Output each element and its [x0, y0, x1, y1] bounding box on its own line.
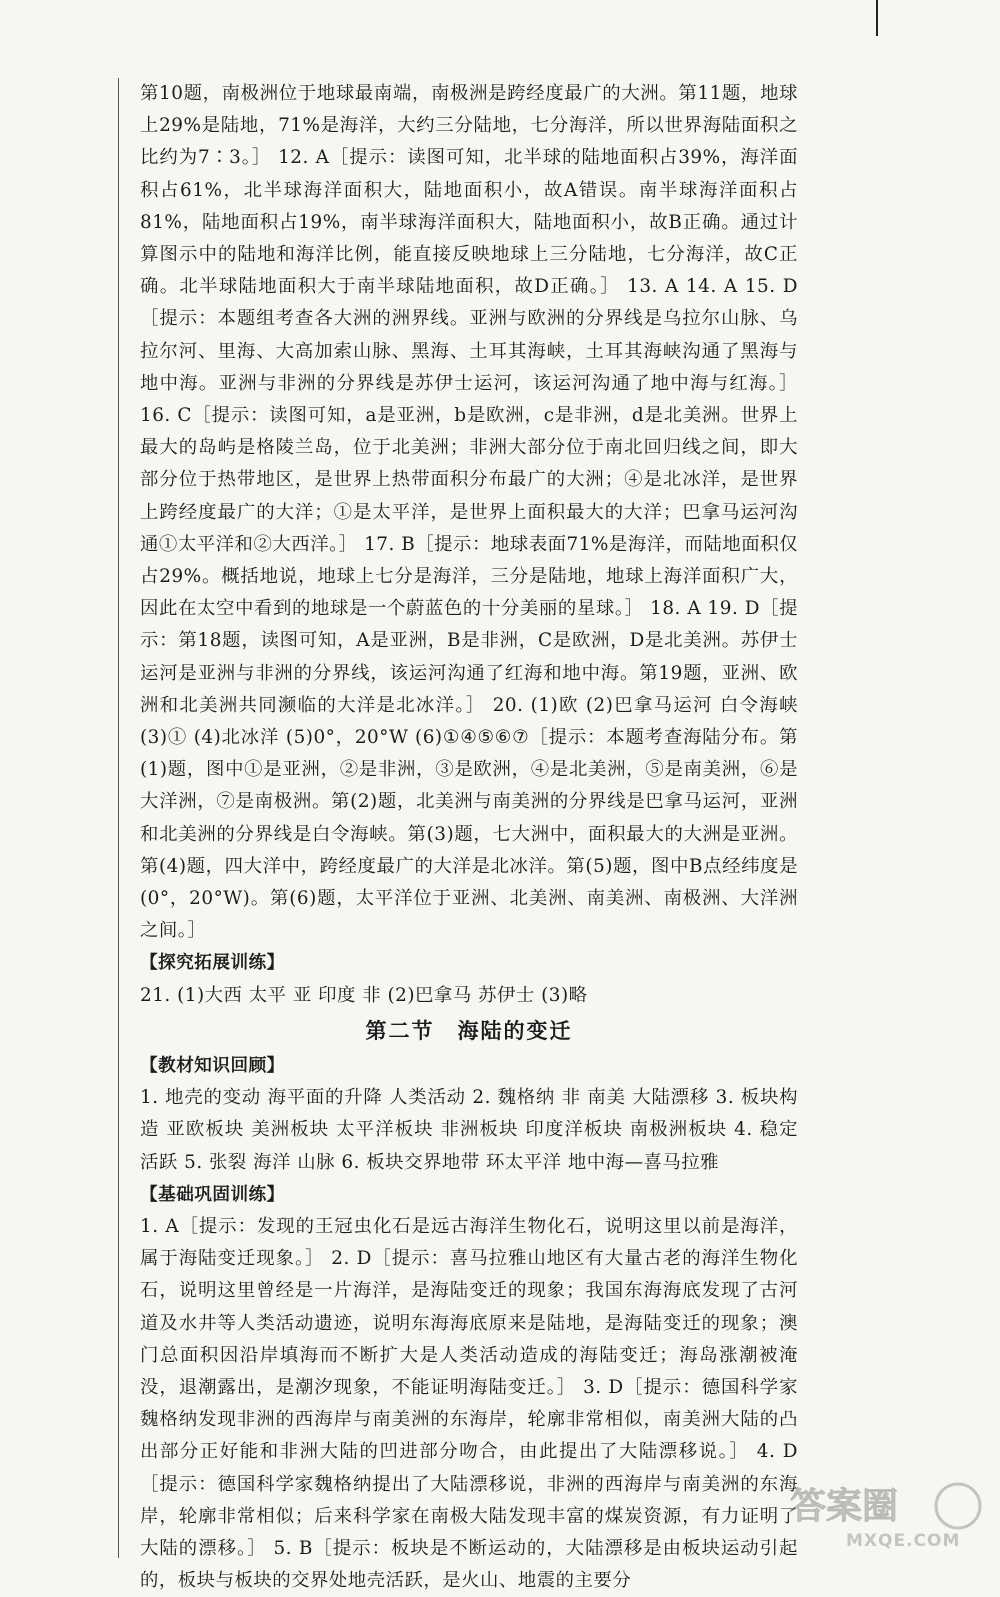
watermark-circle-icon — [936, 1484, 980, 1528]
corner-rule — [876, 0, 878, 36]
heading-textbook-review: 【教材知识回顾】 — [140, 1055, 285, 1076]
watermark-logo — [786, 1472, 986, 1552]
margin-rule — [118, 78, 119, 1558]
watermark-logo-text: 答案圈 — [790, 1486, 899, 1527]
heading-basic-training: 【基础巩固训练】 — [140, 1184, 285, 1205]
heading-explore-training: 【探究拓展训练】 — [140, 953, 285, 974]
answers-paragraph-basic: 1. A［提示：发现的王冠虫化石是远古海洋生物化石，说明这里以前是海洋，属于海陆变迁现象。］ 2. D［提示：喜马拉雅山地区有大量古老的海洋生物化石，说明这里曾经是一片海洋，是海陆变迁的现象；我国东海海底发现了古河道及水井等人类活动遗迹，说明东海海底原来是陆地，是海陆变迁的现象；澳门总面积因沿岸填海而不断扩大是人类活动造成的海陆变迁；海岛涨潮被淹没，退潮露出，是潮汐现象，不能证明海陆变迁。］ 3. D［提示：德国科学家魏格纳发现非洲的西海岸与南美洲的东海岸，轮廓非常相似，南美洲大陆的凸出部分正好能和非洲大陆的凹进部分吻合，由此提出了大陆漂移说。］ 4. D［提示：德国科学家魏格纳提出了大陆漂移说，非洲的西海岸与南美洲的东海岸，轮廓非常相似；后来科学家在南极大陆发现丰富的煤炭资源，有力证明了大陆的漂移。］ 5. B［提示：板块是不断运动的，大陆漂移是由板块运动引起的，板块与板块的交界处地壳活跃，是火山、地震的主要分 — [140, 1215, 798, 1592]
answers-paragraph-10-20: 第10题，南极洲位于地球最南端，南极洲是跨经度最广的大洲。第11题，地球上29%是陆地，71%是海洋，大约三分陆地，七分海洋，所以世界海陆面积之比约为7∶3。］ 12. A［提示：读图可知，北半球的陆地面积占39%，海洋面积占61%，北半球海洋面积大，陆地面积小，故A错误。南半球海洋面积占81%，陆地面积占19%，南半球海洋面积大，陆地面积小，故B正确。通过计算图示中的陆地和海洋比例，能直接反映地球上三分陆地，七分海洋，故C正确。北半球陆地面积大于南半球陆地面积，故D正确。］ 13. A 14. A 15. D［提示：本题组考查各大洲的洲界线。亚洲与欧洲的分界线是乌拉尔山脉、乌拉尔河、里海、大高加索山脉、黑海、土耳其海峡，土耳其海峡沟通了黑海与地中海。亚洲与非洲的分界线是苏伊士运河，该运河沟通了地中海与红海。］ 16. C［提示：读图可知，a是亚洲，b是欧洲，c是非洲，d是北美洲。世界上最大的岛屿是格陵兰岛，位于北美洲；非洲大部分位于南北回归线之间，即大部分位于热带地区，是世界上热带面积分布最广的大洲；④是北冰洋，是世界上跨经度最广的大洋；①是太平洋，是世界上面积最大的大洋；巴拿马运河沟通①太平洋和②大西洋。］ 17. B［提示：地球表面71%是海洋，而陆地面积仅占29%。概括地说，地球上七分是海洋，三分是陆地，地球上海洋面积广大，因此在太空中看到的地球是一个蔚蓝色的十分美丽的星球。］ 18. A 19. D［提示：第18题，读图可知，A是亚洲，B是非洲，C是欧洲，D是北美洲。苏伊士运河是亚洲与非洲的分界线，该运河沟通了红海和地中海。第19题，亚洲、欧洲和北美洲共同濒临的大洋是北冰洋。］ 20. (1)欧 (2)巴拿马运河 白令海峡 (3)① (4)北冰洋 (5)0°，20°W (6)①④⑤⑥⑦［提示：本题考查海陆分布。第(1)题，图中①是亚洲，②是非洲，③是欧洲，④是北美洲，⑤是南美洲，⑥是大洋洲，⑦是南极洲。第(2)题，北美洲与南美洲的分界线是巴拿马运河，亚洲和北美洲的分界线是白令海峡。第(3)题，七大洲中，面积最大的大洲是亚洲。第(4)题，四大洋中，跨经度最广的大洋是北冰洋。第(5)题，图中B点经纬度是(0°，20°W)。第(6)题，太平洋位于亚洲、北美洲、南美洲、南极洲、大洋洲之间。］ — [140, 83, 798, 942]
answer-page-body — [140, 78, 798, 1597]
answers-paragraph-21: 21. (1)大西 太平 亚 印度 非 (2)巴拿马 苏伊士 (3)略 — [140, 984, 588, 1006]
section-title: 第二节 海陆的变迁 — [365, 1018, 573, 1043]
watermark-url-text: MXQE.COM — [846, 1531, 961, 1551]
answers-paragraph-review: 1. 地壳的变动 海平面的升降 人类活动 2. 魏格纳 非 南美 大陆漂移 3. 板块构造 亚欧板块 美洲板块 太平洋板块 非洲板块 印度洋板块 南极洲板块 4. 稳定 活跃 5. 张裂 海洋 山脉 6. 板块交界地带 环太平洋 地中海—喜马拉雅 — [140, 1087, 798, 1173]
